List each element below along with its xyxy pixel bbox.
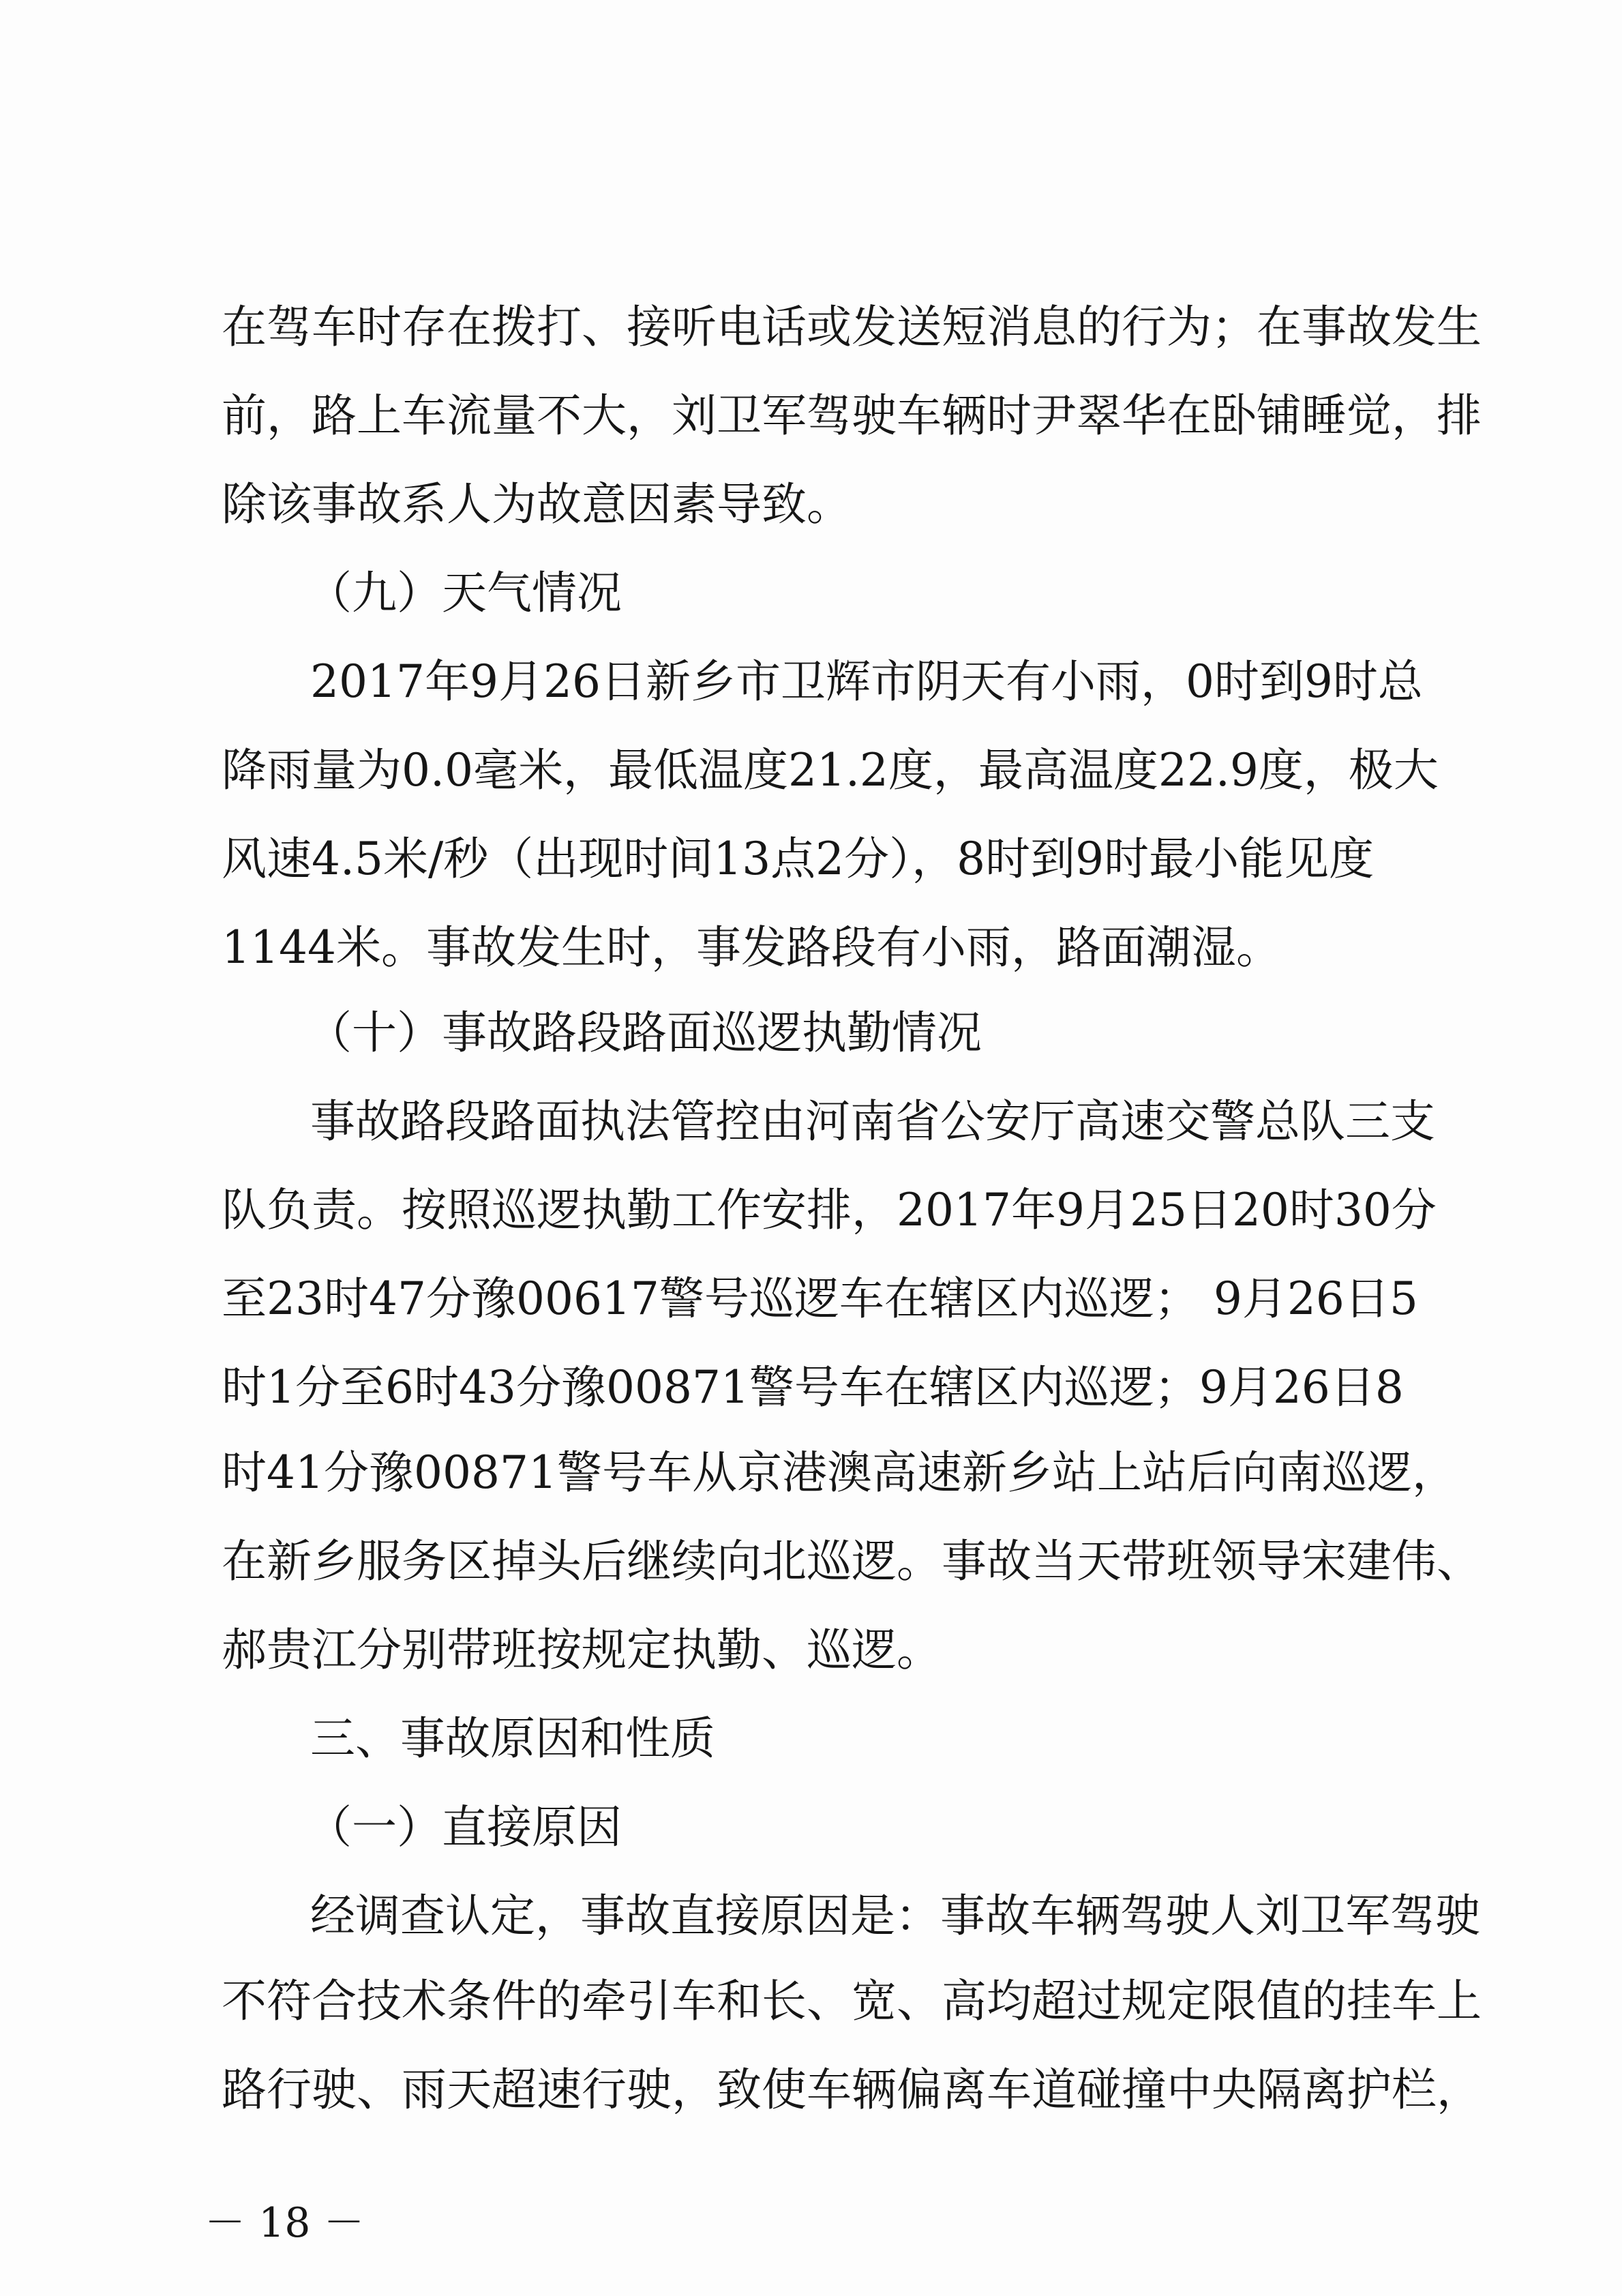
body-text-line: 前，路上车流量不大，刘卫军驾驶车辆时尹翠华在卧铺睡觉，排 xyxy=(222,389,1482,442)
body-text-line: 郝贵江分别带班按规定执勤、巡逻。 xyxy=(222,1624,942,1676)
section-subheading: （九）天气情况 xyxy=(307,567,622,619)
body-text-line: 事故路段路面执法管控由河南省公安厅高速交警总队三支 xyxy=(310,1095,1435,1148)
body-text-line: 不符合技术条件的牵引车和长、宽、高均超过规定限值的挂车上 xyxy=(222,1975,1482,2027)
body-text-line: 2017年9月26日新乡市卫辉市阴天有小雨，0时到9时总 xyxy=(310,655,1423,708)
section-subheading: （十）事故路段路面巡逻执勤情况 xyxy=(307,1007,982,1059)
body-text-line: 路行驶、雨天超速行驶，致使车辆偏离车道碰撞中央隔离护栏， xyxy=(222,2063,1482,2116)
body-text-line: 风速4.5米/秒（出现时间13点2分），8时到9时最小能见度 xyxy=(222,833,1375,885)
section-heading: 三、事故原因和性质 xyxy=(310,1712,715,1765)
body-text-line: 除该事故系人为故意因素导致。 xyxy=(222,478,852,531)
section-subheading: （一）直接原因 xyxy=(307,1801,622,1853)
body-text-line: 在驾车时存在拨打、接听电话或发送短消息的行为；在事故发生 xyxy=(222,301,1482,353)
body-text-line: 队负责。按照巡逻执勤工作安排，2017年9月25日20时30分 xyxy=(222,1184,1437,1236)
body-text-line: 经调查认定，事故直接原因是：事故车辆驾驶人刘卫军驾驶 xyxy=(310,1890,1480,1942)
body-text-line: 时41分豫00871警号车从京港澳高速新乡站上站后向南巡逻， xyxy=(222,1446,1457,1499)
body-text-line: 1144米。事故发生时，事发路段有小雨，路面潮湿。 xyxy=(222,921,1281,974)
body-text-line: 至23时47分豫00617警号巡逻车在辖区内巡逻； 9月26日5 xyxy=(222,1272,1418,1325)
page-number: － 18 － xyxy=(205,2199,365,2247)
body-text-line: 降雨量为0.0毫米，最低温度21.2度，最高温度22.9度，极大 xyxy=(222,744,1439,796)
body-text-line: 时1分至6时43分豫00871警号车在辖区内巡逻；9月26日8 xyxy=(222,1361,1404,1414)
body-text-line: 在新乡服务区掉头后继续向北巡逻。事故当天带班领导宋建伟、 xyxy=(222,1535,1482,1587)
